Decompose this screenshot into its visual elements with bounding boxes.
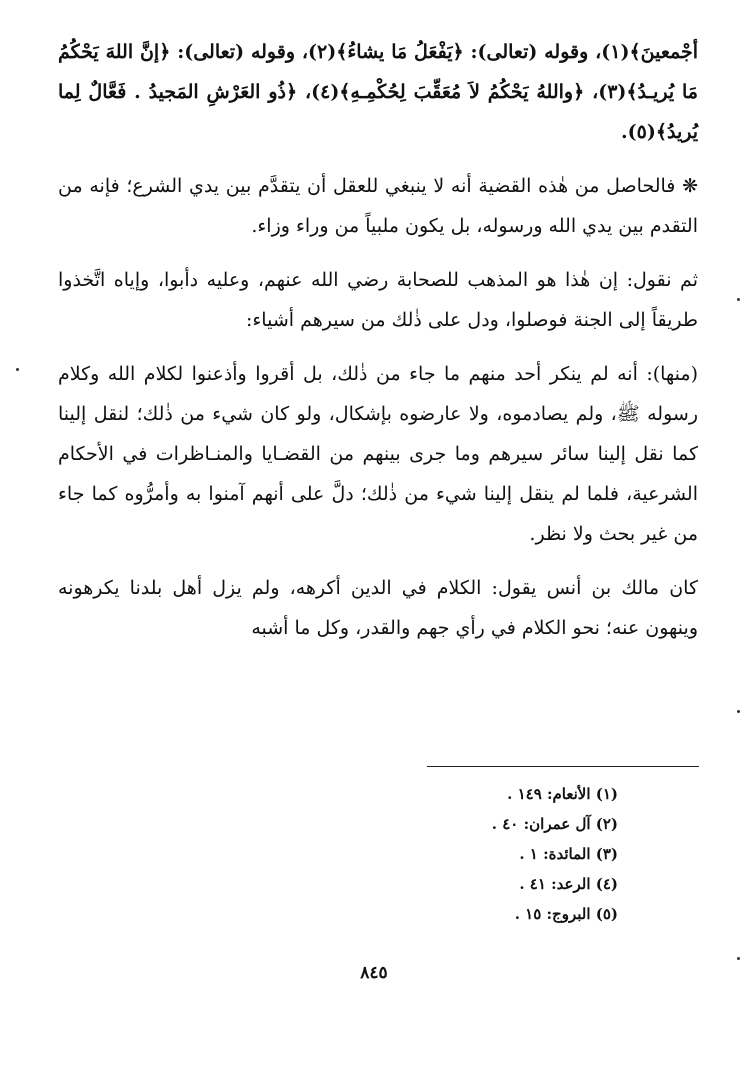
paragraph-verses: أجْمعينَ﴾(١)، وقوله (تعالى): ﴿يَفْعَلُ مَا يشاءُ﴾(٢)، وقوله (تعالى): ﴿إنَّ اللهَ يَحْكُمُ مَا يُريـدُ﴾(٣)، ﴿واللهُ يَحْكُمُ لاَ مُعَقِّبَ لِحُكْمِـهِ﴾(٤)، ﴿ذُو العَرْشِ المَجيدُ . فَعَّالٌ لِما يُريدُ﴾(٥). [58,41,698,143]
margin-dot [16,368,19,371]
margin-dot [737,710,740,713]
paragraph-companions: ثم نقول: إن هٰذا هو المذهب للصحابة رضي الله عنهم، وعليه دأبوا، وإياه اتَّخذوا طريقاً إلى الجنة فوصلوا، ودل على ذٰلك من سيرهم أشياء: [58,269,698,331]
paragraph-evidence: (منها): أنه لم ينكر أحد منهم ما جاء من ذٰلك، بل أقروا وأذعنوا لكلام الله وكلام رسوله ﷺ، ولم يصادموه، ولا عارضوه بإشكال، ولو كان شيء من ذٰلك؛ لنقل إلينا كما نقل إلينا سائر سيرهم وما جرى بينهم من القضـايا والمنـاظرات في الأحكام الشرعية، فلما لم ينقل إلينا شيء من ذٰلك؛ دلَّ على أنهم آمنوا به وأمرُّوه كما جاء من غير بحث ولا نظر. [58,363,698,545]
footnote-2: (٢) آل عمران: ٤٠ . [491,815,618,833]
footnote-4: (٤) الرعد: ٤١ . [519,875,618,893]
paragraph-conclusion: ❋ فالحاصل من هٰذه القضية أنه لا ينبغي للعقل أن يتقدَّم بين يدي الشرع؛ فإنه من التقدم بين يدي الله ورسوله، بل يكون ملبياً من وراء وزاء. [58,175,698,237]
page-number: ٨٤٥ [360,963,388,983]
footnote-3: (٣) المائدة: ١ . [519,845,618,863]
page-body [58,32,698,648]
footnote-1: (١) الأنعام: ١٤٩ . [507,785,618,803]
footnotes-list [492,780,618,930]
footnote-divider [427,766,699,767]
margin-dot [737,298,740,301]
margin-dot [737,957,740,960]
footnote-5: (٥) البروج: ١٥ . [514,905,618,923]
paragraph-malik: كان مالك بن أنس يقول: الكلام في الدين أكرهه، ولم يزل أهل بلدنا يكرهونه وينهون عنه؛ نحو الكلام في رأي جهم والقدر، وكل ما أشبه [58,577,698,639]
